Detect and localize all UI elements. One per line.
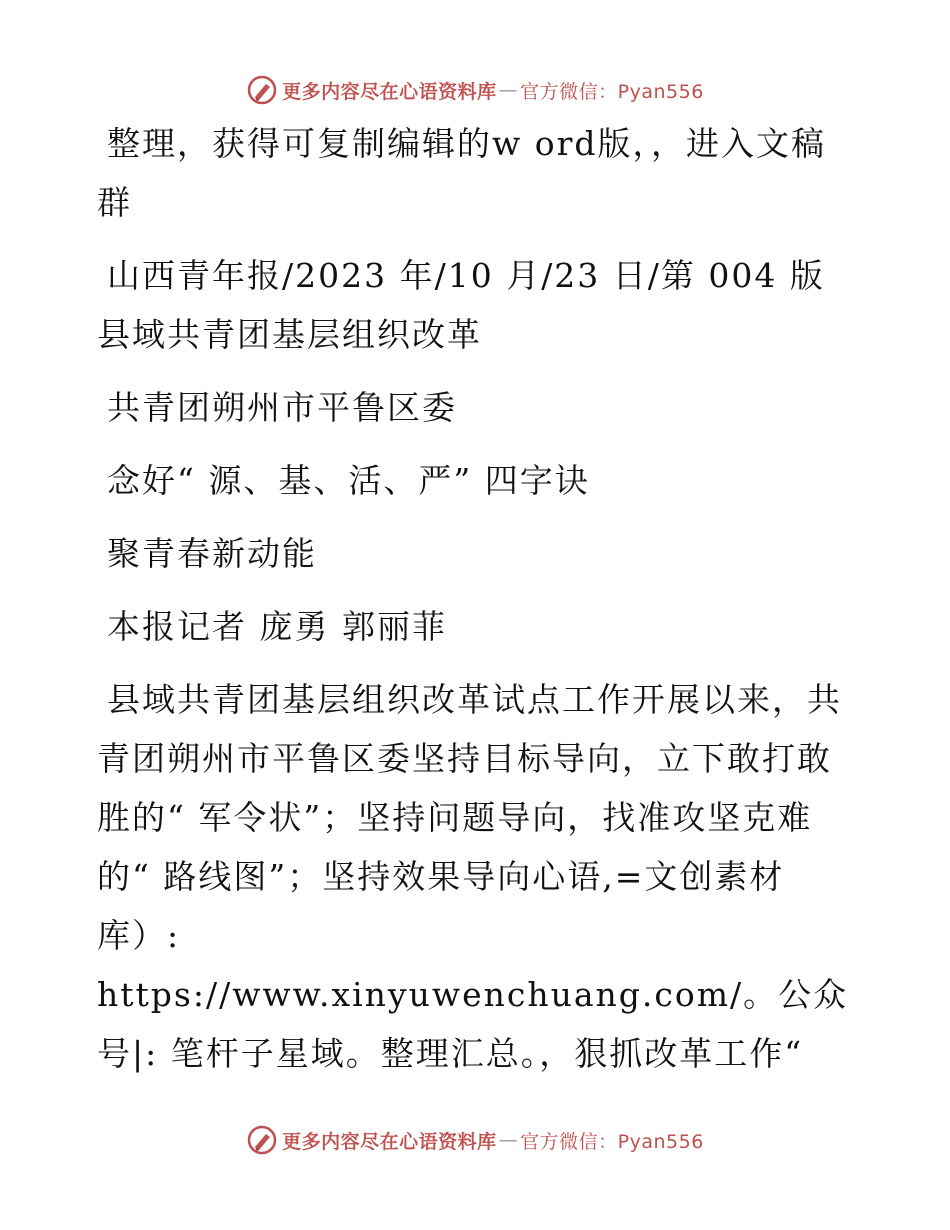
footer-banner [0, 1120, 950, 1160]
header-wechat-text: 官方微信：Pyan556 [520, 80, 704, 103]
footer-brand-text: 更多内容尽在心语资料库 [282, 1130, 497, 1153]
paragraph-subheadline: 聚青春新动能 [107, 534, 317, 573]
paragraph-body: 县域共青团基层组织改革试点工作开展以来，共青团朔州市平鲁区委坚持目标导向，立下敢打敢胜的“ 军令状”；坚持问题导向，找准攻坚克难的“ 路线图”；坚持效果导向心语,=文创素材库）: https://www.xinyuwenchuang.com/。公众号|: 笔杆子星域。整理汇总。，狠抓改革工作“ [97, 680, 849, 1073]
paragraph-headline: 念好“ 源、基、活、严” 四字诀 [107, 461, 590, 500]
header-banner [0, 70, 950, 110]
pen-logo-icon [246, 74, 278, 106]
pen-logo-icon [246, 1124, 278, 1156]
document-body [97, 114, 857, 1097]
footer-dash: — [498, 1129, 519, 1151]
paragraph-author-org: 共青团朔州市平鲁区委 [107, 388, 457, 427]
footer-wechat-text: 官方微信：Pyan556 [520, 1130, 704, 1153]
paragraph-intro: 整理，获得可复制编辑的w ord版，，进入文稿群 [97, 124, 827, 222]
paragraph-reporters: 本报记者 庞勇 郭丽菲 [107, 607, 447, 646]
paragraph-source-line: 山西青年报/2023 年/10 月/23 日/第 004 版县域共青团基层组织改革 [97, 256, 825, 354]
header-brand-text: 更多内容尽在心语资料库 [282, 80, 497, 103]
header-dash: — [498, 79, 519, 101]
